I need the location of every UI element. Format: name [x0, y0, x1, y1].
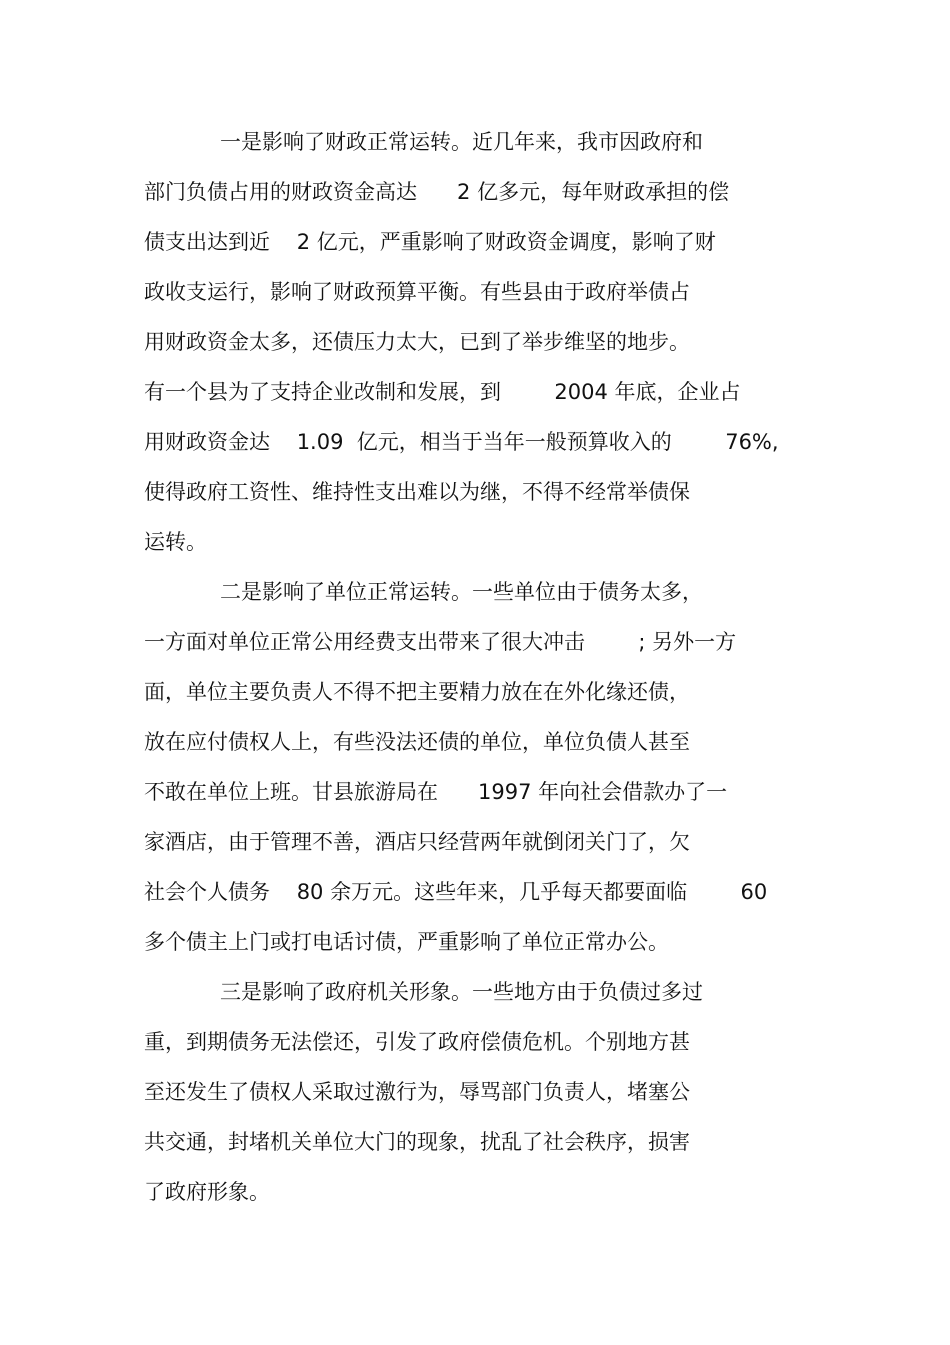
paragraph-3-line-3: 至还发生了债权人采取过激行为，辱骂部门负责人，堵塞公: [144, 1080, 690, 1104]
paragraph-2-line-4: 放在应付债权人上，有些没法还债的单位，单位负债人甚至: [144, 730, 690, 754]
paragraph-3-line-1: 三是影响了政府机关形象。一些地方由于负债过多过: [220, 980, 703, 1004]
paragraph-1-line-5: 用财政资金太多，还债压力太大，已到了举步维坚的地步。: [144, 330, 690, 354]
paragraph-1-line-2: 部门负债占用的财政资金高达 2 亿多元，每年财政承担的偿: [144, 180, 730, 204]
paragraph-3-line-2: 重，到期债务无法偿还，引发了政府偿债危机。个别地方甚: [144, 1030, 690, 1054]
paragraph-2-line-1: 二是影响了单位正常运转。一些单位由于债务太多，: [220, 580, 703, 604]
paragraph-2-line-6: 家酒店，由于管理不善，酒店只经营两年就倒闭关门了，欠: [144, 830, 690, 854]
paragraph-2-line-2: 一方面对单位正常公用经费支出带来了很大冲击 ; 另外一方: [144, 630, 737, 654]
paragraph-2-line-5: 不敢在单位上班。甘县旅游局在 1997 年向社会借款办了一: [144, 780, 728, 804]
paragraph-1-line-8: 使得政府工资性、维持性支出难以为继，不得不经常举债保: [144, 480, 690, 504]
paragraph-1-line-3: 债支出达到近 2 亿元，严重影响了财政资金调度，影响了财: [144, 230, 716, 254]
paragraph-3-line-5: 了政府形象。: [144, 1180, 270, 1204]
paragraph-1-line-6: 有一个县为了支持企业改制和发展，到 2004 年底，企业占: [144, 380, 741, 404]
paragraph-1-line-4: 政收支运行，影响了财政预算平衡。有些县由于政府举债占: [144, 280, 690, 304]
paragraph-2-line-3: 面，单位主要负责人不得不把主要精力放在在外化缘还债，: [144, 680, 690, 704]
paragraph-2-line-8: 多个债主上门或打电话讨债，严重影响了单位正常办公。: [144, 930, 669, 954]
paragraph-1-line-7: 用财政资金达 1.09 亿元，相当于当年一般预算收入的 76%,: [144, 430, 779, 454]
paragraph-3-line-4: 共交通，封堵机关单位大门的现象，扰乱了社会秩序，损害: [144, 1130, 690, 1154]
paragraph-1-line-9: 运转。: [144, 530, 207, 554]
paragraph-2-line-7: 社会个人债务 80 余万元。这些年来，几乎每天都要面临 60: [144, 880, 768, 904]
paragraph-1-line-1: 一是影响了财政正常运转。近几年来，我市因政府和: [220, 130, 703, 154]
